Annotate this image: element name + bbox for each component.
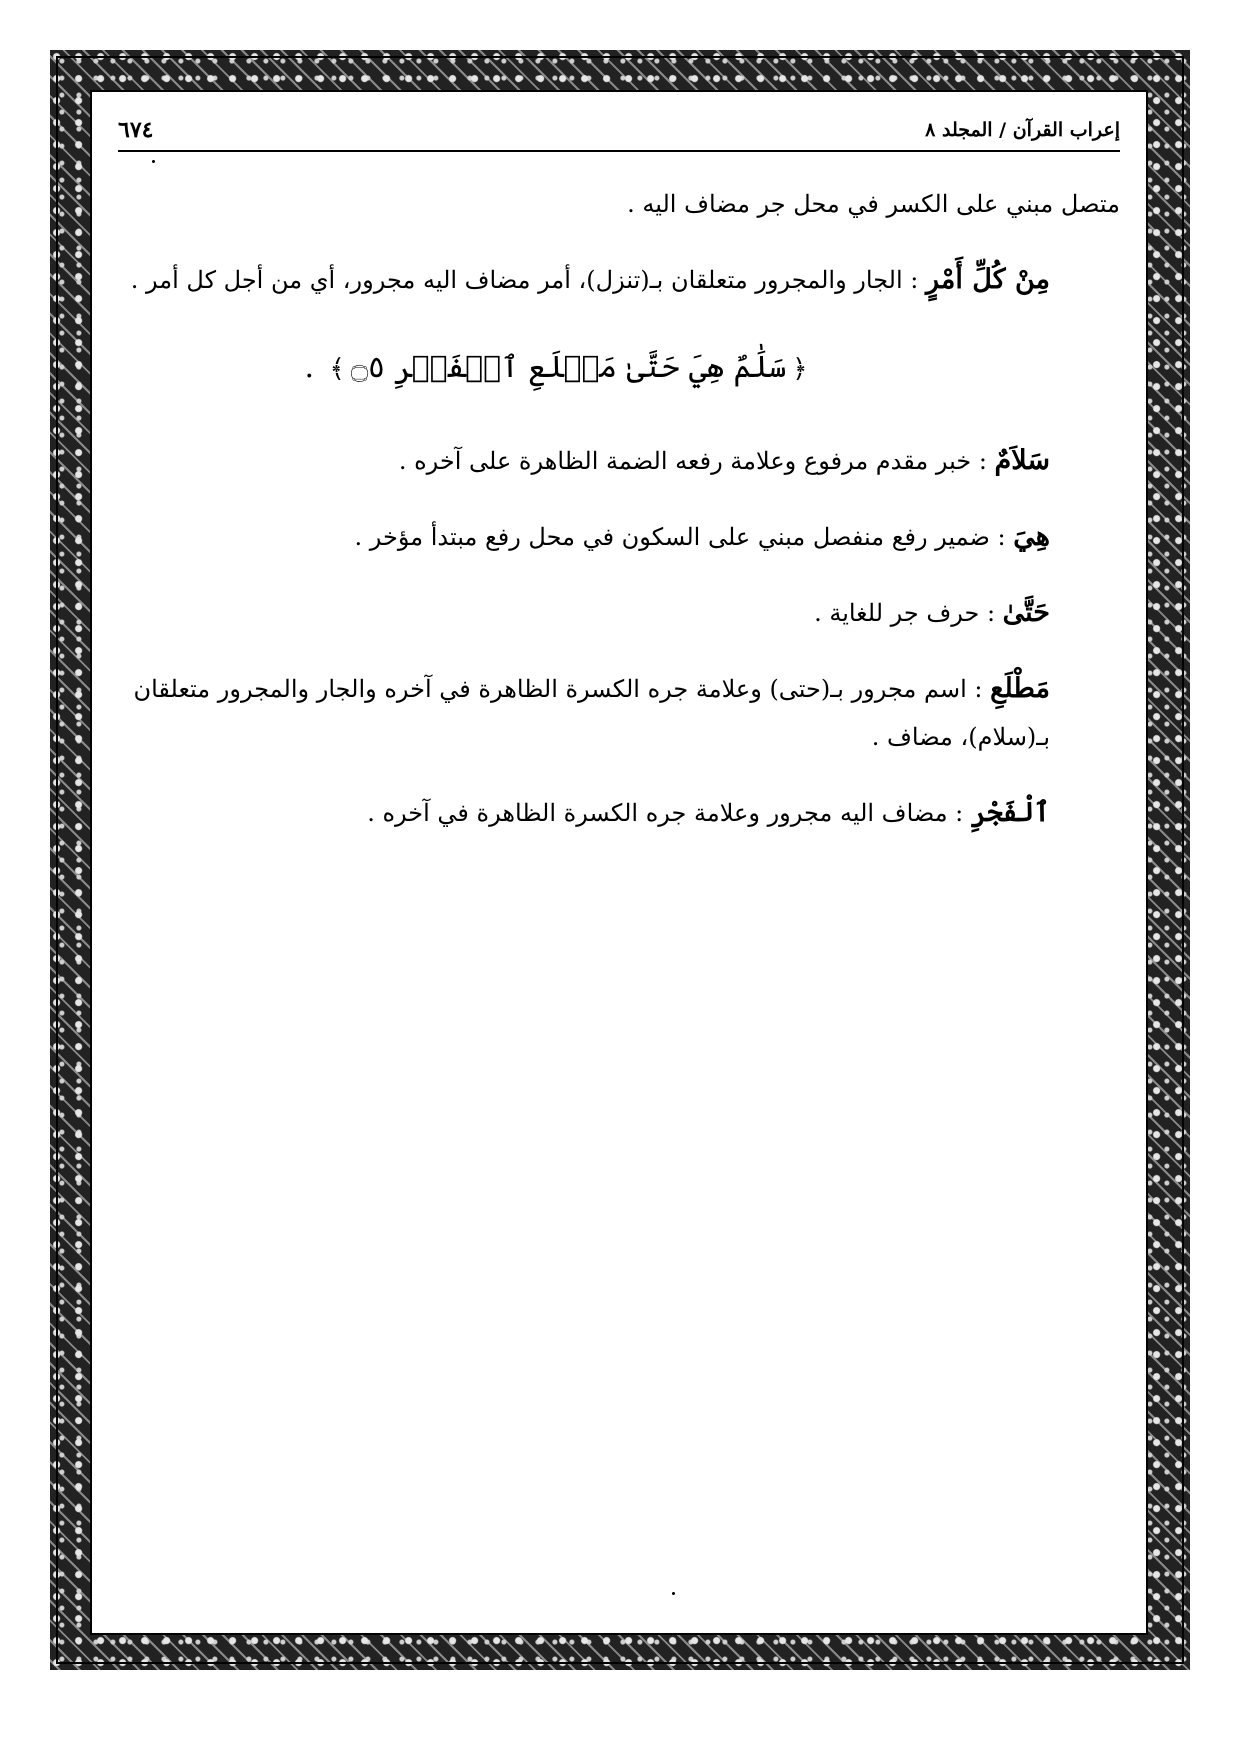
verse-end-mark: . xyxy=(304,350,324,385)
entry-matlaa xyxy=(118,665,1120,761)
entry-text: : الجار والمجرور متعلقان بـ(تنزل)، أمر مضاف اليه مجرور، أي من أجل كل أمر . xyxy=(130,266,927,294)
continuation-line: متصل مبني على الكسر في محل جر مضاف اليه . xyxy=(627,190,1120,218)
page xyxy=(90,90,1148,1635)
page-number: ٦٧٤ xyxy=(118,117,154,143)
entry-text: : ضمير رفع منفصل مبني على السكون في محل رفع مبتدأ مؤخر . xyxy=(354,523,1014,551)
entry-lemma: مِنْ كُلِّ أَمْرٍ xyxy=(926,264,1050,295)
entry-alfajr xyxy=(118,789,1120,837)
page-header xyxy=(118,110,1120,152)
entry-hiya xyxy=(118,513,1120,561)
entry-text: : خبر مقدم مرفوع وعلامة رفعه الضمة الظاهرة على آخره . xyxy=(398,447,995,475)
entry-salam xyxy=(118,437,1120,485)
entry-min-kulli-amr xyxy=(118,256,1120,304)
entry-text: : حرف جر للغاية . xyxy=(814,599,1003,627)
entry-lemma: هِيَ xyxy=(1013,521,1050,552)
speck xyxy=(672,1592,675,1595)
entry-lemma: ٱلْفَجْرِ xyxy=(970,797,1050,828)
quran-verse xyxy=(118,344,1120,393)
verse-close-bracket: ﴾ xyxy=(329,354,345,384)
verse-open-bracket: ﴿ xyxy=(792,354,808,384)
entry-hatta xyxy=(118,589,1120,637)
page-body xyxy=(118,180,1120,865)
entry-lemma: مَطْلَعِ xyxy=(990,673,1050,704)
entry-lemma: حَتَّىٰ xyxy=(1002,597,1050,628)
verse-text: سَلَٰمٌ هِيَ حَتَّىٰ مَطۡلَعِ ٱلۡفَجۡرِ ۝٥ xyxy=(350,350,787,385)
speck xyxy=(152,160,155,163)
running-title: إعراب القرآن / المجلد ٨ xyxy=(925,119,1120,141)
entry-text: : اسم مجرور بـ(حتى) وعلامة جره الكسرة الظاهرة في آخره والجار والمجرور متعلقان بـ(سلام)، مضاف . xyxy=(133,675,1050,751)
entry-text: : مضاف اليه مجرور وعلامة جره الكسرة الظاهرة في آخره . xyxy=(367,799,971,827)
entry-lemma: سَلاَمٌ xyxy=(994,445,1050,476)
